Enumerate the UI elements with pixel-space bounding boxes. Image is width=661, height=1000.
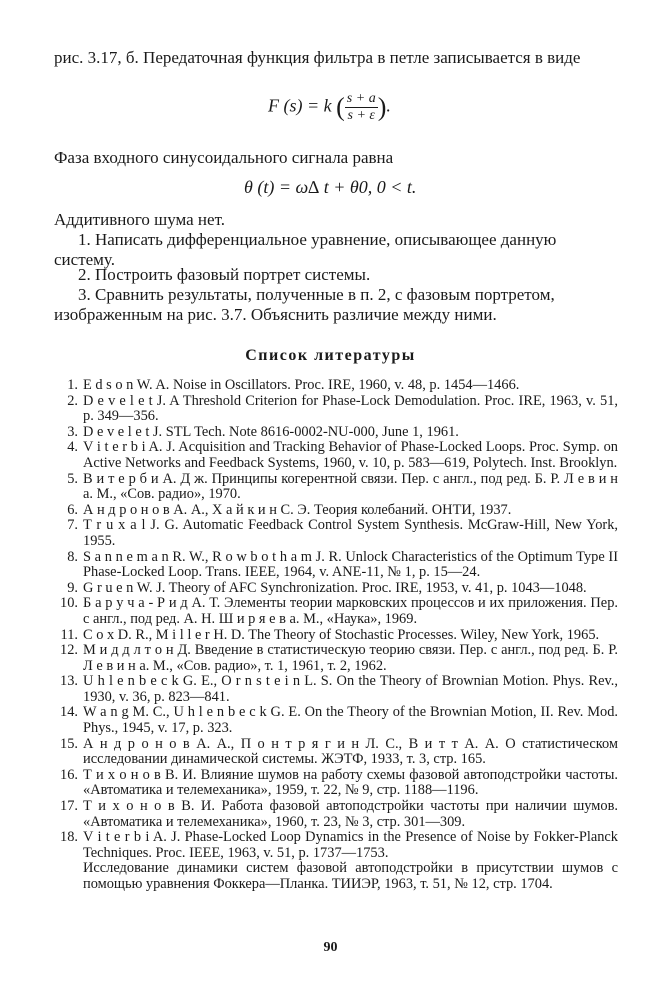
formula-tail: . [386,95,391,116]
task-1: 1. Написать дифференциальное уравнение, описывающее данную систему. [54,230,557,269]
reference-text: T r u x a l J. G. Automatic Feedback Control System Synthesis. McGraw-Hill, New York, 1955. [83,517,618,549]
reference-item [52,596,618,627]
reference-number: 16. [60,766,78,783]
reference-item [52,394,618,425]
reference-item [52,378,618,394]
reference-18-continuation: Исследование динамики систем фазовой автоподстройки в присутствии шумов с помощью уравнения Фоккера—Планка. ТИИЭР, 1963, т. 51, № 12, стр. 1704. [83,860,618,892]
reference-item [52,440,618,471]
references-list [52,378,618,893]
reference-number: 10. [60,595,78,612]
reference-item [52,830,618,861]
reference-text: D e v e l e t J. A Threshold Criterion for Phase-Lock Demodulation. Proc. IRE, 1963, v. 51, p. 349—356. [83,392,618,425]
phase-formula: θ (t) = ω∆ t + θ0, 0 < t. [244,177,417,197]
reference-number: 6. [67,501,78,518]
reference-number: 14. [60,704,78,721]
reference-text: D e v e l e t J. STL Tech. Note 8616-0002-NU-000, June 1, 1961. [83,423,459,440]
page-number: 90 [323,940,338,955]
reference-number: 1. [67,377,78,393]
formula-lhs: F (s) = k [268,95,332,116]
reference-item [52,550,618,581]
reference-number: 13. [60,673,78,690]
task-2: 2. Построить фазовый портрет системы. [78,265,371,284]
reference-text: S a n n e m a n R. W., R o w b o t h a m J. R. Unlock Characteristics of the Optimum Type II Phase-Locked Loop. Trans. IEEE, 1964, v. ANE-11, № 1, p. 15—24. [83,548,618,581]
reference-item [52,472,618,503]
reference-text: Т и х о н о в В. И. Влияние шумов на работу схемы фазовой автоподстройки частоты. «Автоматика и телемеханика», 1959, т. 22, № 9, стр. 1188—1196. [83,766,618,799]
task-3: 3. Сравнить результаты, полученные в п. 2, с фазовым портретом, изображенным на рис. 3.7. Объяснить различие между ними. [54,285,555,324]
reference-number: 12. [60,642,78,659]
reference-text: А н д р о н о в А. А., П о н т р я г и н Л. С., В и т т А. А. О статистическом исследовании динамической системы. ЖЭТФ, 1933, т. 3, стр. 165. [83,735,618,768]
reference-item [52,518,618,549]
reference-text: А н д р о н о в А. А., Х а й к и н С. Э. Теория колебаний. ОНТИ, 1937. [83,501,512,518]
reference-text: W a n g M. C., U h l e n b e c k G. E. On the Theory of the Brownian Motion, II. Rev. Mod. Phys., 1945, v. 17, p. 323. [83,704,618,737]
reference-text: Б а р у ч а - Р и д А. Т. Элементы теории марковских процессов и их приложения. Пер. с англ., под ред. А. Н. Ш и р я е в а. М., «Наука», 1969. [83,595,618,627]
fraction [345,91,378,124]
reference-item [52,705,618,736]
reference-number: 2. [67,392,78,409]
reference-number: 18. [60,829,78,846]
reference-text: Т и х о н о в В. И. Работа фазовой автоподстройки частоты при наличии шумов. «Автоматика и телемеханика», 1960, т. 23, № 3, стр. 301—309. [83,798,618,830]
references-heading: Список литературы [245,347,416,364]
transfer-function-formula: F (s) = k ( $\frac{s + a}{s + \varepsilon}$ ). [268,91,391,123]
reference-item [52,581,618,597]
reference-text: U h l e n b e c k G. E., O r n s t e i n L. S. On the Theory of Brownian Motion. Phys. Rev., 1930, v. 36, p. 823—841. [83,673,618,705]
reference-number: 8. [67,548,78,565]
reference-number: 9. [67,579,78,596]
reference-text: V i t e r b i A. J. Phase-Locked Loop Dynamics in the Presence of Noise by Fokker-Planck Techniques. Proc. IEEE, 1963, v. 51, p. 1737—1753. [83,829,618,861]
phase-text: Фаза входного синусоидального сигнала равна [54,148,394,167]
reference-number: 3. [67,423,78,440]
reference-number: 4. [67,439,78,456]
reference-item [52,674,618,705]
reference-number: 15. [60,735,78,752]
reference-text: G r u e n W. J. Theory of AFC Synchronization. Proc. IRE, 1953, v. 41, p. 1043—1048. [83,579,587,596]
reference-item [52,643,618,674]
reference-number: 11. [60,626,78,643]
reference-item [52,425,618,441]
reference-item [52,503,618,519]
intro-line: рис. 3.17, б. Передаточная функция фильтра в петле записывается в виде [54,48,581,67]
fraction-numerator: s + a [346,91,376,106]
no-noise-text: Аддитивного шума нет. [54,210,225,229]
reference-item [52,799,618,830]
reference-text: М и д д л т о н Д. Введение в статистическую теорию связи. Пер. с англ., под ред. Б. Р. Л е в и н а. М., «Сов. радио», т. 1, 1961, т. 2, 1962. [83,642,618,674]
reference-item [52,737,618,768]
reference-text: В и т е р б и А. Д ж. Принципы когерентной связи. Пер. с англ., под ред. Б. Р. Л е в и н а. М., «Сов. радио», 1970. [83,470,618,503]
reference-item [52,628,618,644]
reference-number: 17. [60,798,78,815]
reference-text: V i t e r b i A. J. Acquisition and Tracking Behavior of Phase-Locked Loops. Proc. Symp. on Active Networks and Feedback Systems, 1960, v. 10, p. 583—619, Polytech. Inst. Brooklyn. [83,439,618,471]
reference-number: 5. [67,470,78,487]
fraction-denominator: s + ε [347,108,375,123]
reference-text: C o x D. R., M i l l e r H. D. The Theory of Stochastic Processes. Wiley, New York, 1965. [83,626,600,643]
reference-text: E d s o n W. A. Noise in Oscillators. Proc. IRE, 1960, v. 48, p. 1454—1466. [83,377,520,393]
reference-item [52,768,618,799]
reference-number: 7. [67,517,78,534]
